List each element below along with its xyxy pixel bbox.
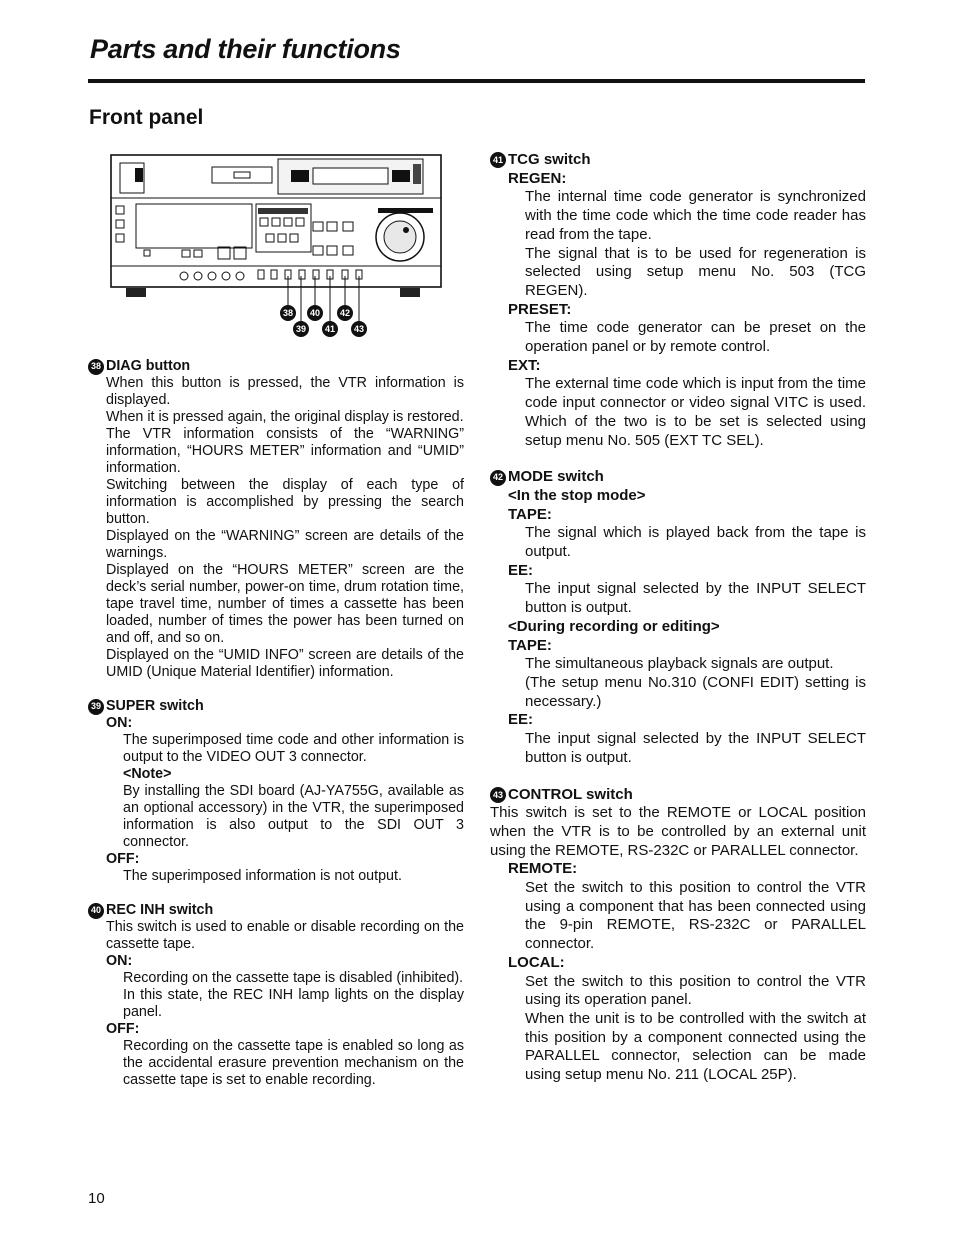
option-text: The superimposed information is not output. (123, 868, 402, 884)
callout-41: 41 (322, 321, 338, 337)
paragraph: This switch is set to the REMOTE or LOCAL position when the VTR is to be controlled by an external unit using the REMOTE, RS-232C or PARALLEL connector. (490, 804, 866, 859)
mode-heading: <In the stop mode> (508, 486, 646, 504)
front-panel-diagram (108, 150, 448, 350)
page-title: Parts and their functions (90, 34, 401, 64)
item-title: SUPER switch (106, 698, 204, 714)
option-label: REGEN: (508, 169, 567, 187)
callout-43: 43 (351, 321, 367, 337)
option-text: In this state, the REC INH lamp lights on the display panel. (123, 987, 464, 1020)
item-number-badge: 40 (88, 903, 104, 919)
option-label: REMOTE: (508, 860, 578, 878)
option-text: Set the switch to this position to control the VTR using a component that has been connected using the 9-pin REMOTE, RS-232C or PARALLEL connector. (525, 879, 866, 953)
title-rule (88, 79, 865, 83)
left-column (88, 358, 464, 1106)
item-mode-switch (490, 468, 866, 767)
option-text: Recording on the cassette tape is enabled so long as the accidental erasure prevention mechanism on the cassette tape is set to enable recording. (123, 1038, 464, 1088)
paragraph: When it is pressed again, the original display is restored. (106, 409, 464, 425)
option-text: Set the switch to this position to control the VTR using its operation panel. (525, 972, 866, 1009)
callout-40: 40 (307, 305, 323, 321)
option-label: ON: (106, 715, 133, 731)
item-tcg-switch (490, 151, 866, 450)
option-text: The external time code which is input from the time code input connector or video signal VITC is used. Which of the two is to be set is selected using setup menu No. 505 (EXT TC SEL). (525, 375, 866, 449)
option-label: OFF: (106, 851, 140, 867)
option-label: PRESET: (508, 300, 572, 318)
item-rec-inh-switch (88, 902, 464, 1089)
item-number-badge: 38 (88, 359, 104, 375)
item-super-switch (88, 698, 464, 885)
callout-42: 42 (337, 305, 353, 321)
front-panel-illustration (108, 150, 448, 350)
paragraph: Displayed on the “HOURS METER” screen are the deck’s serial number, power-on time, drum rotation time, tape travel time, number of times a cassette has been loaded, number of times the power has been turned on and off, and so on. (106, 562, 464, 646)
option-text: The input signal selected by the INPUT SELECT button is output. (525, 730, 866, 766)
item-heading (490, 151, 866, 170)
paragraph: The VTR information consists of the “WARNING” information, “HOURS METER” information and “UMID” information. (106, 426, 464, 476)
item-heading (88, 902, 464, 919)
option-label: OFF: (106, 1021, 140, 1037)
item-number-badge: 42 (490, 470, 506, 486)
option-text: The simultaneous playback signals are output. (525, 655, 834, 673)
option-label: TAPE: (508, 636, 552, 654)
page-number: 10 (88, 1190, 105, 1207)
item-control-switch (490, 786, 866, 1085)
option-text: The time code generator can be preset on the operation panel or by remote control. (525, 319, 866, 356)
option-text: When the unit is to be controlled with the switch at this position by a component connected using the PARALLEL connector, selection can be made using setup menu No. 211 (LOCAL 25P). (525, 1009, 866, 1084)
item-number-badge: 41 (490, 152, 506, 168)
note-label: <Note> (123, 766, 172, 782)
option-text: The internal time code generator is synchronized with the time code which the time code reader has read from the tape. (525, 188, 866, 243)
section-title: Front panel (89, 106, 204, 129)
item-title: DIAG button (106, 358, 191, 374)
option-label: ON: (106, 953, 133, 969)
item-heading (490, 468, 866, 487)
item-number-badge: 43 (490, 787, 506, 803)
item-heading (88, 698, 464, 715)
mode-heading: <During recording or editing> (508, 617, 720, 635)
option-text: The signal that is to be used for regeneration is selected using setup menu No. 503 (TCG REGEN). (525, 244, 866, 299)
item-title: REC INH switch (106, 902, 214, 918)
paragraph: This switch is used to enable or disable recording on the cassette tape. (106, 919, 464, 952)
item-number-badge: 39 (88, 699, 104, 715)
item-diag-button (88, 358, 464, 681)
option-text: The superimposed time code and other information is output to the VIDEO OUT 3 connector. (123, 732, 464, 765)
option-text: The input signal selected by the INPUT SELECT button is output. (525, 580, 866, 617)
option-label: TAPE: (508, 505, 552, 523)
option-label: EXT: (508, 356, 541, 374)
item-title: TCG switch (508, 151, 591, 168)
paragraph: When this button is pressed, the VTR information is displayed. (106, 375, 464, 408)
paragraph: Displayed on the “WARNING” screen are details of the warnings. (106, 528, 464, 561)
callout-38: 38 (280, 305, 296, 321)
option-label: LOCAL: (508, 953, 565, 971)
option-label: EE: (508, 711, 534, 729)
paragraph: Displayed on the “UMID INFO” screen are details of the UMID (Unique Material Identifier) information. (106, 647, 464, 680)
item-heading (490, 786, 866, 805)
item-title: CONTROL switch (508, 785, 633, 803)
option-label: EE: (508, 561, 534, 579)
option-text: The signal which is played back from the tape is output. (525, 524, 866, 561)
item-heading (88, 358, 464, 375)
item-title: MODE switch (508, 468, 604, 486)
paragraph: Switching between the display of each type of information is accomplished by pressing the search button. (106, 477, 464, 527)
right-column (490, 151, 866, 1103)
option-text: (The setup menu No.310 (CONFI EDIT) setting is necessary.) (525, 673, 866, 710)
callout-39: 39 (293, 321, 309, 337)
option-text: Recording on the cassette tape is disabled (inhibited). (123, 970, 464, 986)
note-text: By installing the SDI board (AJ-YA755G, available as an optional accessory) in the VTR, the superimposed information is also output to the SDI OUT 3 connector. (123, 783, 464, 850)
